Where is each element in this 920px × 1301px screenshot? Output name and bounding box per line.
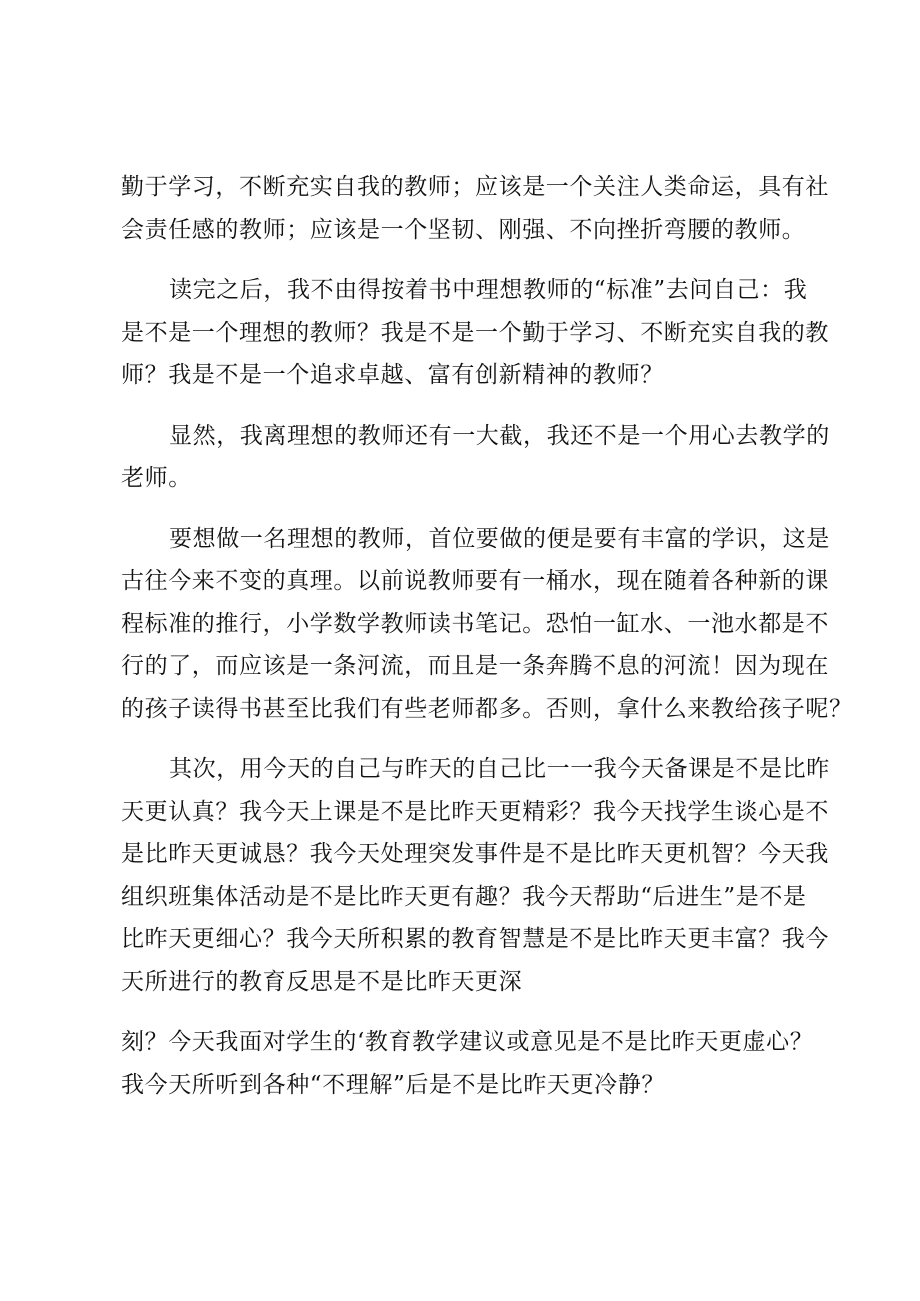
text-line: 其次，用今天的自己与昨天的自己比一一我今天备课是不是比昨 — [169, 756, 830, 782]
text-line: 老师。 — [121, 465, 192, 491]
paragraph-4 — [121, 518, 853, 731]
text-line: 组织班集体活动是不是比昨天更有趣？我今天帮助“后进生”是不是 — [121, 883, 807, 910]
text-line: 比昨天更细心？我今天所积累的教育智慧是不是比昨天更丰富？我今 — [121, 926, 829, 952]
text-line: 读完之后，我不由得按着书中理想教师的“标准”去问自己：我 — [169, 277, 808, 303]
document-body — [121, 166, 853, 1106]
text-line: 古往今来不变的真理。以前说教师要有一桶水，现在随着各种新的课 — [121, 568, 829, 594]
text-line: 天所进行的教育反思是不是比昨天更深 — [121, 968, 523, 995]
text-line: 我今天所听到各种“不理解”后是不是比昨天更冷静？ — [121, 1071, 665, 1098]
text-line: 勤于学习，不断充实自我的教师；应该是一个关注人类命运，具有社 — [121, 174, 829, 200]
text-line: 是不是一个理想的教师？我是不是一个勤于学习、不断充实自我的教 — [121, 319, 829, 346]
text-line: 显然，我离理想的教师还有一大截，我还不是一个用心去教学的 — [169, 422, 830, 449]
paragraph-5 — [121, 748, 830, 1106]
paragraph-2 — [121, 269, 829, 397]
text-line: 刻？今天我面对学生的‘教育教学建议或意见是不是比昨天更虚心？ — [121, 1029, 814, 1055]
text-line: 天更认真？我今天上课是不是比昨天更精彩？我今天找学生谈心是不 — [121, 798, 829, 825]
text-line: 行的了，而应该是一条河流，而且是一条奔腾不息的河流！因为现在 — [121, 653, 829, 679]
text-line: 师？我是不是一个追求卓越、富有创新精神的教师？ — [121, 362, 664, 388]
text-line: 程标准的推行，小学数学教师读书笔记。恐怕一缸水、一池水都是不 — [121, 610, 829, 637]
text-line: 要想做一名理想的教师，首位要做的便是要有丰富的学识，这是 — [169, 525, 830, 552]
text-line: 会责任感的教师；应该是一个坚韧、刚强、不向挫折弯腰的教师。 — [121, 216, 806, 243]
text-line: 的孩子读得书甚至比我们有些老师都多。否则，拿什么来教给孩子呢？ — [121, 695, 853, 722]
paragraph-3 — [121, 415, 830, 500]
paragraph-1 — [121, 166, 829, 251]
text-line: 是比昨天更诚恳？我今天处理突发事件是不是比昨天更机智？今天我 — [121, 841, 829, 867]
